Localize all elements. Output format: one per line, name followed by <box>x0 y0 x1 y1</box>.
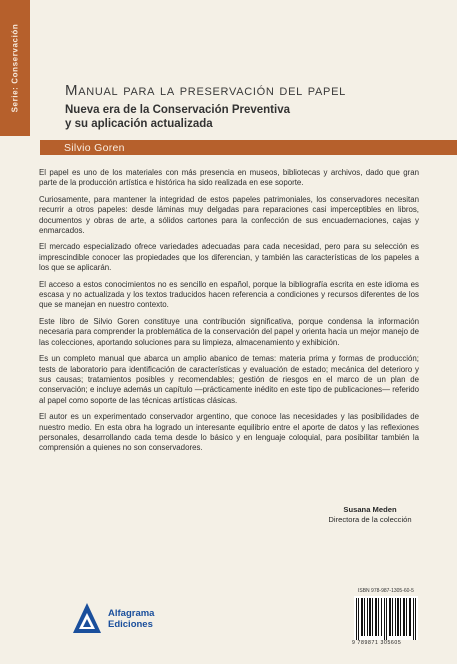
signature-role: Directora de la colección <box>328 515 412 524</box>
book-subtitle <box>65 103 405 131</box>
paragraph: El autor es un experimentado conservador argentino, que conoce las necesidades y las posibilidades de nuestro medio. En esta obra ha logrado un interesante equilibrio entre el aporte de datos y las reflexiones personales, desarrollando cada tema desde lo básico y en lenguaje coloquial, para posibilitar también la comprensión a quienes no son conservadores. <box>39 412 419 453</box>
paragraph: El acceso a estos conocimientos no es sencillo en español, porque la bibliografía escrita en este idioma es escasa y no actualizada y los textos traducidos hacen referencia a condiciones y recursos diferentes de los que se manejan en nuestro contexto. <box>39 279 419 310</box>
publisher-name <box>108 608 154 630</box>
barcode-number: 9 789871 305605 <box>352 640 402 646</box>
paragraph: Es un completo manual que abarca un amplio abanico de temas: materia prima y formas de producción; tests de laboratorio para identificación de características y evaluación de estado; mecánica del deterioro y sus causas; tratamientos posibles y recomendables; gestión de riesgos en el marco de un plan de conservación; e incluye además un capítulo —prácticamente inédito en este tipo de publicaciones— referido al papel como soporte de las técnicas artísticas clásicas. <box>39 354 419 405</box>
barcode <box>354 596 418 640</box>
paragraph: Curiosamente, para mantener la integridad de estos papeles patrimoniales, los conservadores necesitan recurrir a otros papeles: desde láminas muy delgadas para reparaciones casi imperceptibles en libros, documentos y obras de arte, a sólidos cartones para la confección de sus encuadernaciones, cajas y enmarcados. <box>39 194 419 236</box>
subtitle-line-1: Nueva era de la Conservación Preventiva <box>65 104 290 116</box>
series-label: Serie: Conservación <box>10 23 20 113</box>
publisher-line-1: Alfagrama <box>108 608 155 619</box>
publisher-logo <box>72 600 212 640</box>
isbn-label: ISBN 978-987-1305-60-5 <box>358 588 414 594</box>
signature-name: Susana Meden <box>343 505 397 514</box>
publisher-triangle-icon <box>72 602 102 636</box>
subtitle-line-2: y su aplicación actualizada <box>65 118 213 130</box>
paragraph: Este libro de Silvio Goren constituye una contribución significativa, porque condensa la información necesaria para comprender la problemática de la conservación del papel y orienta hacia un mejor manejo de las colecciones, aportando soluciones para su limpieza, almacenamiento y exhibición. <box>39 316 419 347</box>
author-name: Silvio Goren <box>64 142 125 154</box>
paragraph: El mercado especializado ofrece variedades adecuadas para cada necesidad, pero para su selección es imprescindible conocer las propiedades que los diferencian, y también las características de los papeles a los que se aplicarán. <box>39 242 419 273</box>
book-title: Manual para la preservación del papel <box>65 82 346 99</box>
description-text <box>39 168 419 460</box>
series-band <box>0 0 30 136</box>
paragraph: El papel es uno de los materiales con más presencia en museos, bibliotecas y archivos, dado que gran parte de la producción artística e histórica ha sido realizada en ese soporte. <box>39 168 419 188</box>
publisher-line-2: Ediciones <box>108 619 153 630</box>
signature-block <box>300 505 440 525</box>
